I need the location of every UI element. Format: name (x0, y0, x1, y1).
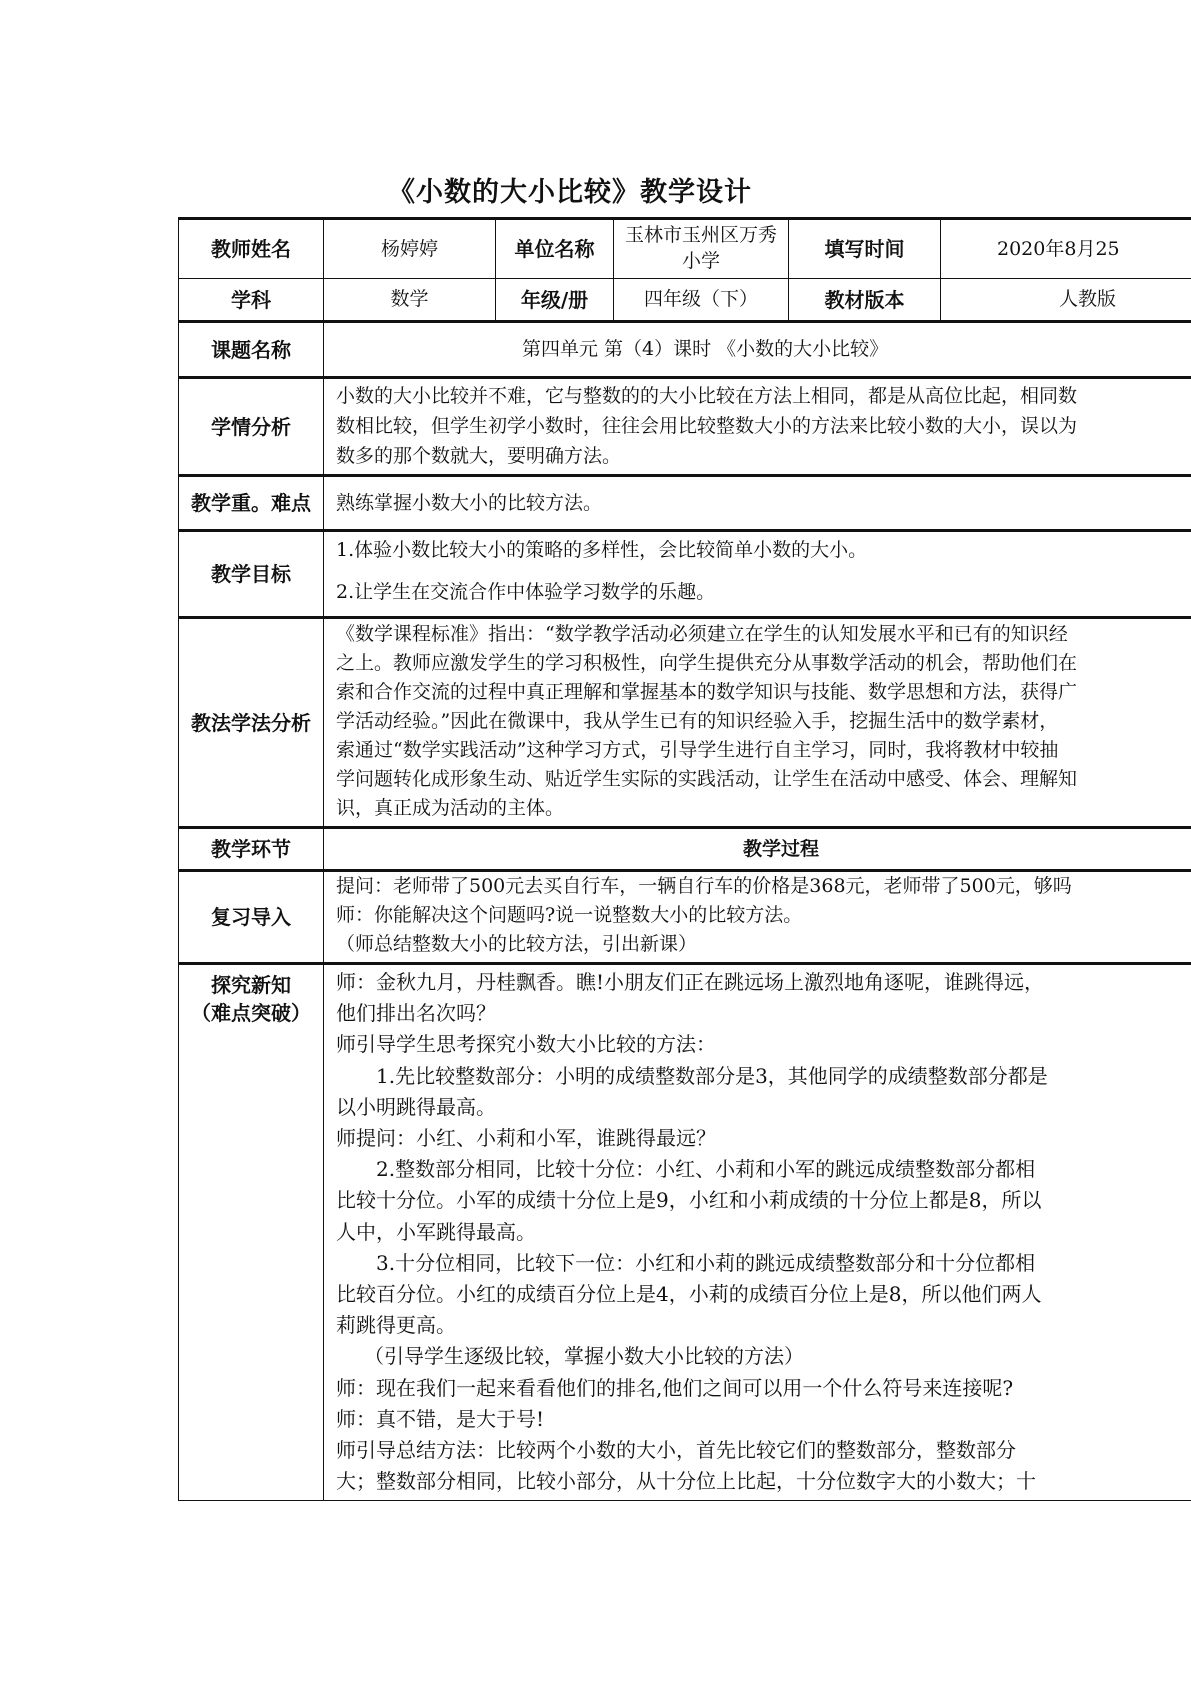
unit-label: 单位名称 (496, 219, 614, 279)
lesson-plan-table (178, 217, 1191, 1501)
methods-label: 教法学法分析 (179, 618, 324, 828)
teacher-label: 教师姓名 (179, 219, 324, 279)
goal-item: 2.让学生在交流合作中体验学习数学的乐趣。 (336, 581, 716, 603)
explore-line: 比较十分位。小军的成绩十分位上是9，小红和小莉成绩的十分位上都是8，所以 (336, 1188, 1042, 1213)
review-line: 提问：老师带了500元去买自行车，一辆自行车的价格是368元，老师带了500元，够吗 (336, 875, 1072, 897)
methods-line: 《数学课程标准》指出：“数学教学活动必须建立在学生的认知发展水平和已有的知识经 (336, 623, 1068, 645)
explore-line: （引导学生逐级比较，掌握小数大小比较的方法） (364, 1344, 804, 1369)
review-line: 师：你能解决这个问题吗?说一说整数大小的比较方法。 (336, 904, 803, 926)
analysis-label: 学情分析 (179, 378, 324, 476)
grade-label: 年级/册 (496, 279, 614, 322)
methods-line: 之上。教师应激发学生的学习积极性，向学生提供充分从事数学活动的机会，帮助他们在 (336, 652, 1078, 674)
explore-line: 莉跳得更高。 (336, 1313, 456, 1338)
process-header-row (179, 828, 1191, 871)
analysis-content (324, 378, 1191, 476)
explore-line: 师引导学生思考探究小数大小比较的方法： (336, 1032, 716, 1057)
document-title: 《小数的大小比较》教学设计 (388, 177, 752, 208)
explore-content (324, 964, 1191, 1501)
explore-line: 2.整数部分相同，比较十分位：小红、小莉和小军的跳远成绩整数部分都相 (376, 1157, 1036, 1182)
explore-line: 3.十分位相同，比较下一位：小红和小莉的跳远成绩整数部分和十分位都相 (376, 1250, 1036, 1275)
subject-value: 数学 (324, 279, 496, 322)
key-points-content (324, 476, 1191, 531)
time-label: 填写时间 (789, 219, 941, 279)
explore-line: 师：真不错，是大于号! (336, 1406, 545, 1431)
methods-line: 索通过“数学实践活动”这种学习方式，引导学生进行自主学习，同时，我将教材中较抽 (336, 739, 1059, 761)
methods-content (324, 618, 1191, 828)
key-points-text: 熟练掌握小数大小的比较方法。 (336, 491, 603, 514)
review-line: （师总结整数大小的比较方法，引出新课） (336, 933, 698, 955)
methods-row (179, 618, 1191, 828)
explore-label-line1: 探究新知 (211, 973, 291, 997)
analysis-line: 数多的那个数就大，要明确方法。 (336, 445, 622, 467)
explore-line: 大；整数部分相同，比较小部分，从十分位上比起，十分位数字大的小数大；十 (336, 1469, 1036, 1494)
methods-line: 识，真正成为活动的主体。 (336, 797, 565, 819)
review-row (179, 871, 1191, 964)
time-value (941, 219, 1191, 279)
explore-row (179, 964, 1191, 1501)
edition-value (941, 279, 1191, 322)
explore-line: 1.先比较整数部分：小明的成绩整数部分是3，其他同学的成绩整数部分都是 (376, 1063, 1048, 1088)
methods-line: 学活动经验。”因此在微课中，我从学生已有的知识经验入手，挖掘生活中的数学素材， (336, 710, 1059, 732)
lesson-name-text: 第四单元 第（4）课时 《小数的大小比较》 (522, 338, 889, 361)
lesson-name-value (324, 322, 1191, 378)
review-label: 复习导入 (179, 871, 324, 964)
unit-value (614, 219, 789, 279)
analysis-line: 小数的大小比较并不难，它与整数的的大小比较在方法上相同，都是从高位比起，相同数 (336, 385, 1078, 407)
key-points-label: 教学重。难点 (179, 476, 324, 531)
key-points-row (179, 476, 1191, 531)
teacher-value: 杨婷婷 (324, 219, 496, 279)
explore-line: 他们排出名次吗？ (336, 1001, 496, 1026)
info-row-2 (179, 279, 1191, 322)
goal-item: 1.体验小数比较大小的策略的多样性，会比较简单小数的大小。 (336, 539, 868, 561)
explore-line: 师提问：小红、小莉和小军，谁跳得最远？ (336, 1126, 716, 1151)
goals-label: 教学目标 (179, 531, 324, 618)
lesson-plan-sheet (178, 217, 1191, 1517)
explore-line: 师引导总结方法：比较两个小数的大小，首先比较它们的整数部分，整数部分 (336, 1438, 1016, 1463)
analysis-line: 数相比较，但学生初学小数时，往往会用比较整数大小的方法来比较小数的大小，误以为 (336, 415, 1078, 437)
lesson-name-label: 课题名称 (179, 322, 324, 378)
info-row-1 (179, 219, 1191, 279)
edition-label: 教材版本 (789, 279, 941, 322)
subject-label: 学科 (179, 279, 324, 322)
edition-value-text: 人教版 (1059, 288, 1117, 311)
explore-label-line2: （难点突破） (191, 1001, 311, 1025)
methods-line: 学问题转化成形象生动、贴近学生实际的实践活动，让学生在活动中感受、体会、理解知 (336, 768, 1078, 790)
methods-line: 索和合作交流的过程中真正理解和掌握基本的数学知识与技能、数学思想和方法，获得广 (336, 681, 1078, 703)
grade-value: 四年级（下） (614, 279, 789, 322)
explore-line: 师：现在我们一起来看看他们的排名,他们之间可以用一个什么符号来连接呢? (336, 1375, 1014, 1400)
explore-line: 人中，小军跳得最高。 (336, 1219, 536, 1244)
goals-row (179, 531, 1191, 618)
explore-line: 师：金秋九月，丹桂飘香。瞧!小朋友们正在跳远场上激烈地角逐呢，谁跳得远， (336, 970, 1045, 994)
unit-value-text: 玉林市玉州区万秀小学 (624, 224, 777, 272)
analysis-row (179, 378, 1191, 476)
explore-line: 比较百分位。小红的成绩百分位上是4，小莉的成绩百分位上是8，所以他们两人 (336, 1282, 1042, 1307)
process-header: 教学过程 (324, 828, 1191, 871)
explore-line: 以小明跳得最高。 (336, 1094, 496, 1119)
lesson-name-row (179, 322, 1191, 378)
explore-label (179, 964, 324, 1501)
goals-content (324, 531, 1191, 618)
stage-header: 教学环节 (179, 828, 324, 871)
review-content (324, 871, 1191, 964)
time-value-text: 2020年8月25 (997, 237, 1120, 260)
